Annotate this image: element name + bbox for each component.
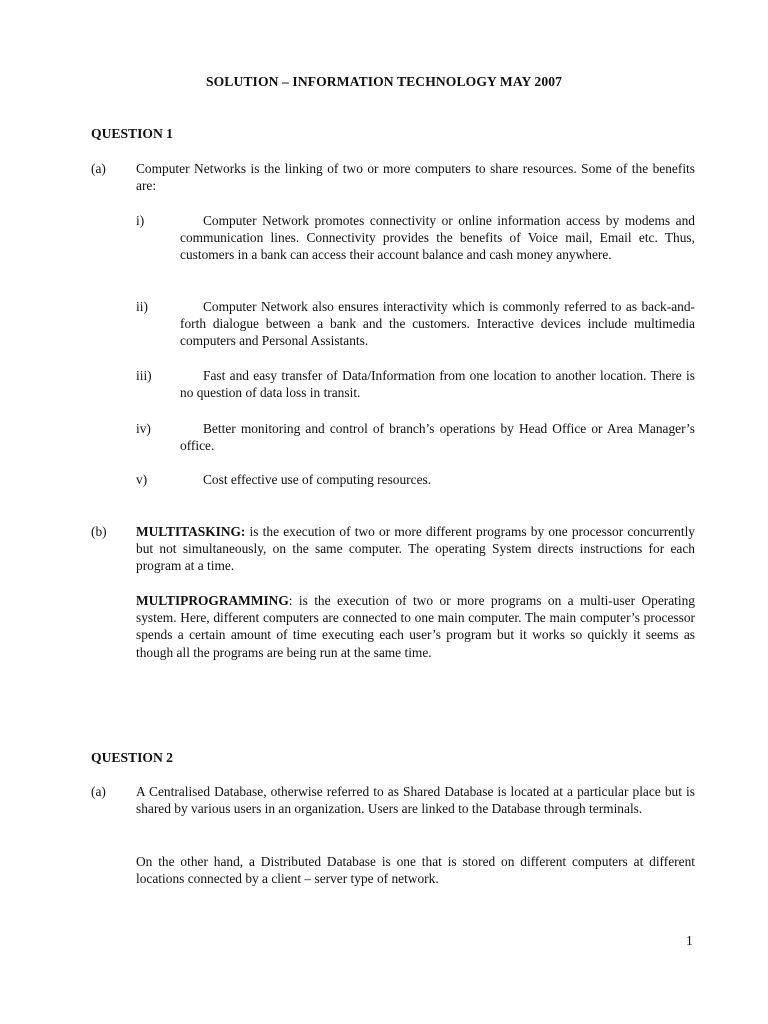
multiprogramming-term: MULTIPROGRAMMING	[136, 593, 289, 608]
question-2-heading: QUESTION 2	[91, 750, 173, 765]
q2-distributed-database-paragraph: On the other hand, a Distributed Database is one that is stored on different computers at different locations connected by a client – server type of network.	[136, 854, 695, 887]
multitasking-term: MULTITASKING:	[136, 524, 246, 539]
q1-item-ii-number: ii)	[136, 299, 148, 314]
q1-item-iv-text: Better monitoring and control of branch’s operations by Head Office or Area Manager’s office.	[180, 421, 695, 454]
document-title: SOLUTION – INFORMATION TECHNOLOGY MAY 2007	[205, 74, 563, 89]
q1-part-b-marker: (b)	[91, 524, 107, 539]
q1-item-i-text: Computer Network promotes connectivity or online information access by modems and communication lines. Connectivity provides the benefits of Voice mail, Email etc. Thus, customers in a bank can access their account balance and cash money anywhere.	[180, 213, 695, 263]
q2-part-a-marker: (a)	[91, 784, 106, 799]
q2-centralised-database-paragraph: A Centralised Database, otherwise referred to as Shared Database is located at a particular place but is shared by various users in an organization. Users are linked to the Database through terminals.	[136, 784, 695, 817]
q1-part-a-intro: Computer Networks is the linking of two or more computers to share resources. Some of the benefits are:	[136, 161, 695, 194]
q1-part-a-marker: (a)	[91, 161, 106, 176]
q1-multitasking-definition: MULTITASKING: is the execution of two or more different programs by one processor concurrently but not simultaneously, on the same computer. The operating System directs instructions for each program at a time.	[136, 524, 695, 574]
q1-item-iii-number: iii)	[136, 368, 152, 383]
page-number: 1	[686, 933, 693, 948]
q1-item-ii-text: Computer Network also ensures interactivity which is commonly referred to as back-and-forth dialogue between a bank and the customers. Interactive devices include multimedia computers and Personal Assistants.	[180, 299, 695, 349]
question-1-heading: QUESTION 1	[91, 126, 173, 141]
q1-item-iv-number: iv)	[136, 421, 151, 436]
q1-item-i-number: i)	[136, 213, 145, 228]
q1-item-v-text: Cost effective use of computing resources.	[203, 472, 432, 487]
q1-item-v-number: v)	[136, 472, 148, 487]
q1-multiprogramming-definition: MULTIPROGRAMMING: is the execution of two or more programs on a multi-user Operating system. Here, different computers are connected to one main computer. The main computer’s processor spends a certain amount of time executing each user’s program but it works so quickly it seems as though all the programs are being run at the same time.	[136, 593, 695, 660]
q1-item-iii-text: Fast and easy transfer of Data/Information from one location to another location. There is no question of data loss in transit.	[180, 368, 695, 401]
